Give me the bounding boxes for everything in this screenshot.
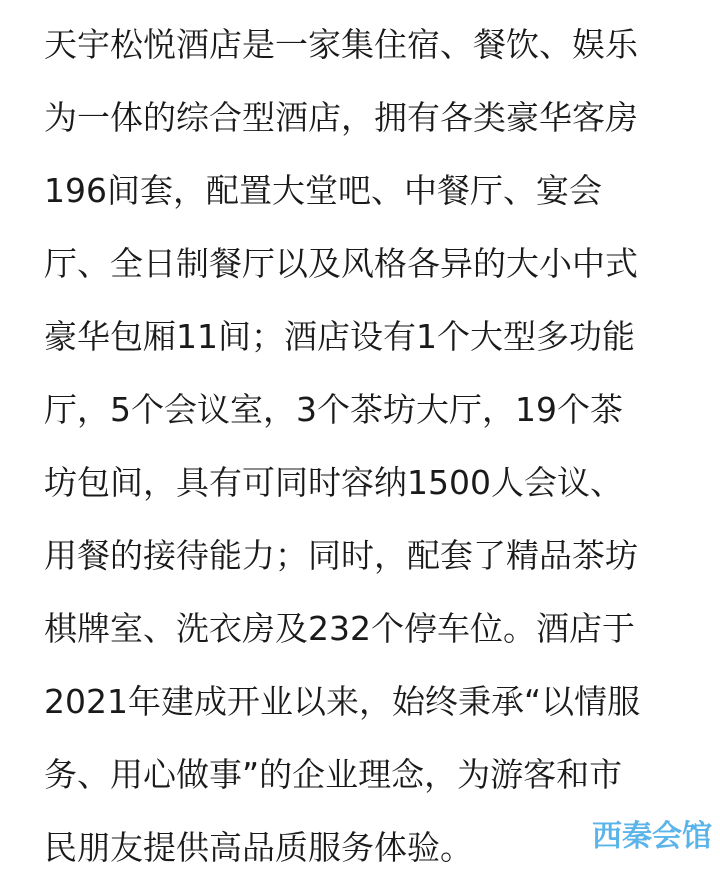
article-body — [44, 8, 684, 884]
paragraph-line: 务、用心做事”的企业理念，为游客和市 — [44, 755, 623, 794]
paragraph-line: 厅、全日制餐厅以及风格各异的大小中式 — [44, 244, 638, 283]
watermark-logo: 西秦会馆 — [592, 819, 712, 854]
paragraph-line: 厅，5个会议室，3个茶坊大厅，19个茶 — [44, 390, 623, 429]
paragraph-line: 用餐的接待能力；同时，配套了精品茶坊 — [44, 536, 638, 575]
paragraph-line: 坊包间，具有可同时容纳1500人会议、 — [44, 463, 623, 502]
paragraph-line: 民朋友提供高品质服务体验。 — [44, 828, 473, 867]
paragraph-line: 天宇松悦酒店是一家集住宿、餐饮、娱乐 — [44, 25, 638, 64]
paragraph-line: 196间套，配置大堂吧、中餐厅、宴会 — [44, 171, 602, 210]
paragraph-line: 豪华包厢11间；酒店设有1个大型多功能 — [44, 317, 635, 356]
paragraph-line: 为一体的综合型酒店，拥有各类豪华客房 — [44, 98, 638, 137]
paragraph-line: 2021年建成开业以来，始终秉承“以情服 — [44, 682, 641, 721]
paragraph-line: 棋牌室、洗衣房及232个停车位。酒店于 — [44, 609, 635, 648]
